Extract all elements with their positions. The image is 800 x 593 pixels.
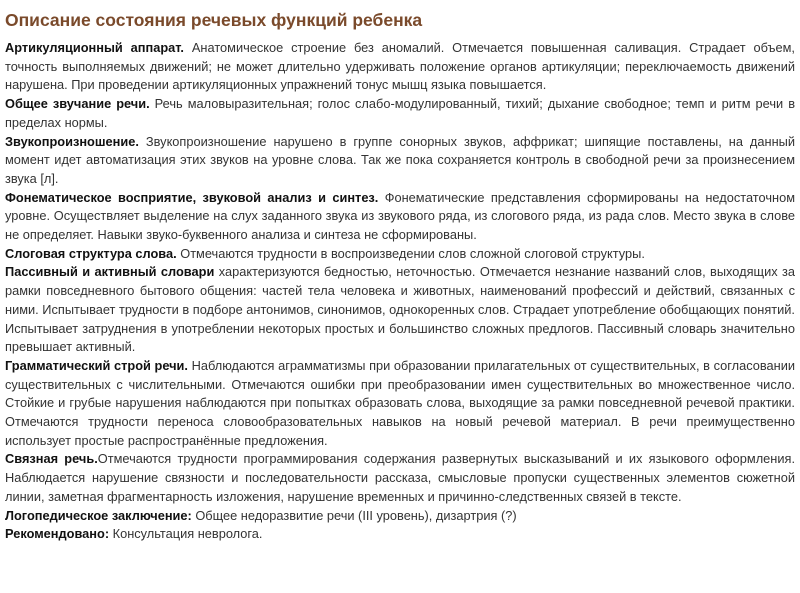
- section-text: Консультация невролога.: [109, 526, 263, 542]
- section-grammar: [5, 357, 795, 451]
- section-conclusion: [5, 507, 795, 526]
- section-label: Грамматический строй речи.: [5, 357, 188, 373]
- section-phonemic-perception: [5, 189, 795, 245]
- section-text: Фонематические представления сформированы на недостаточном уровне. Осуществляет выделение на слух заданного звука из звукового ряда, из слогового ряда, из рада слов. Место звука в слове не определяет. Навыки звуко-буквенного анализа и синтеза не сформированы.: [5, 189, 796, 243]
- section-text: характеризуются бедностью, неточностью. Отмечается незнание названий слов, выходящих за рамки повседневного бытового общения: частей тела человека и животных, наименований профессий и действий, связанных с ними. Испытывает трудности в подборе антонимов, синонимов, однокоренных слов. Страдает употребление обобщающих понятий. Испытывает затруднения в употреблении некоторых простых и большинство сложных предлогов. Пассивный словарь значительно превышает активный.: [5, 264, 795, 355]
- section-text: Общее недоразвитие речи (III уровень), дизартрия (?): [191, 507, 517, 523]
- section-label: Рекомендовано:: [5, 526, 110, 542]
- section-recommendation: [5, 525, 795, 544]
- section-label: Общее звучание речи.: [5, 96, 150, 112]
- section-text: Анатомическое строение без аномалий. Отмечается повышенная саливация. Страдает объем, точность выполняемых движений; не может длительно удерживать положение органов артикуляции; переключаемость движений нарушена. При проведении артикуляционных упражнений тонус мышц языка повышается.: [5, 40, 795, 93]
- page-title: Описание состояния речевых функций ребенка: [5, 10, 423, 30]
- section-label: Фонематическое восприятие, звуковой анализ и синтез.: [5, 189, 379, 205]
- section-syllable-structure: [5, 245, 795, 264]
- section-label: Артикуляционный аппарат.: [5, 40, 184, 55]
- section-vocabulary: [5, 263, 795, 357]
- section-label: Связная речь.: [5, 451, 98, 467]
- section-sound-pronunciation: [5, 133, 795, 189]
- section-label: Звукопроизношение.: [5, 133, 139, 149]
- section-label: Пассивный и активный словари: [5, 264, 215, 280]
- section-articulation: [5, 39, 795, 95]
- document-page: [5, 0, 795, 544]
- section-text: Отмечаются трудности в воспроизведении слов сложной слоговой структуры.: [176, 245, 645, 261]
- section-label: Логопедическое заключение:: [5, 507, 192, 523]
- section-text: Речь маловыразительная; голос слабо-модулированный, тихий; дыхание свободное; темп и ритм речи в пределах нормы.: [5, 96, 795, 130]
- section-label: Слоговая структура слова.: [5, 245, 177, 261]
- section-text: Звукопроизношение нарушено в группе сонорных звуков, аффрикат; шипящие поставлены, на данный момент идет автоматизация этих звуков на уровне слова. Так же пока сохраняется контроль в свободной речи за произнесением звука [л].: [5, 133, 795, 186]
- section-text: Наблюдаются аграмматизмы при образовании прилагательных от существительных, в согласовании существительных с числительными. Отмечаются ошибки при преобразовании имен существительных во множественное число. Стойкие и грубые нарушения наблюдаются при попытках образовать слова, выходящие за рамки повседневной речевой практики. Отмечаются трудности переноса словообразовательных навыков на новый речевой материал. В речи преимущественно использует простые распространённые предложения.: [5, 357, 796, 448]
- section-coherent-speech: [5, 450, 795, 506]
- section-general-speech-sound: [5, 95, 795, 132]
- section-text: Отмечаются трудности программирования содержания развернутых высказываний и их языкового оформления. Наблюдается нарушение связности и последовательности рассказа, смысловые пропуски существенных элементов сюжетной линии, заметная фрагментарность изложения, нарушение временных и причинно-следственных связей в тексте.: [5, 451, 795, 504]
